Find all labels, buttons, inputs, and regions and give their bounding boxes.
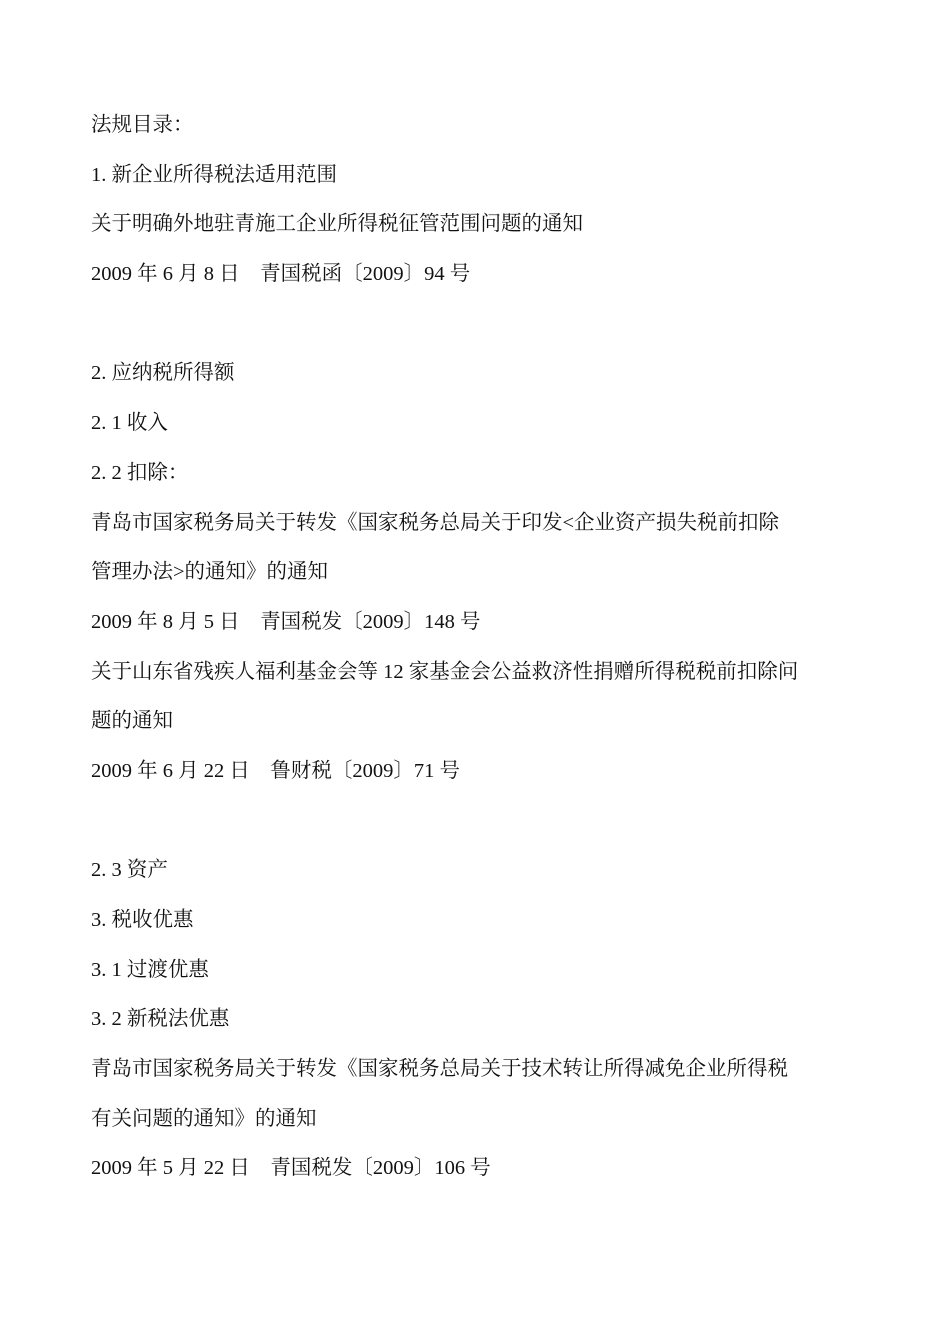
section-2-sub-3: 2. 3 资产 <box>91 859 168 882</box>
section-1-doc-1-date-ref: 2009 年 6 月 8 日 青国税函〔2009〕94 号 <box>91 263 471 286</box>
blank-line <box>91 300 871 350</box>
section-2-title: 2. 应纳税所得额 <box>91 362 235 385</box>
section-2-sub-1: 2. 1 收入 <box>91 412 168 435</box>
section-2-doc-2-title-line-2: 题的通知 <box>91 710 173 733</box>
section-3-doc-1-title-line-1: 青岛市国家税务局关于转发《国家税务总局关于技术转让所得减免企业所得税 <box>91 1058 788 1081</box>
section-3-doc-1-title-line-2: 有关问题的通知》的通知 <box>91 1107 317 1130</box>
blank-line <box>91 797 871 847</box>
section-3-sub-1: 3. 1 过渡优惠 <box>91 958 209 981</box>
section-3-title: 3. 税收优惠 <box>91 909 194 931</box>
section-3-doc-1-date-ref: 2009 年 5 月 22 日 青国税发〔2009〕106 号 <box>91 1157 491 1180</box>
document-heading: 法规目录： <box>91 114 194 136</box>
section-2-doc-1-title-line-2: 管理办法>的通知》的通知 <box>91 561 329 584</box>
document-page <box>91 101 871 1194</box>
section-1-doc-1-title: 关于明确外地驻青施工企业所得税征管范围问题的通知 <box>91 213 583 236</box>
section-2-doc-1-date-ref: 2009 年 8 月 5 日 青国税发〔2009〕148 号 <box>91 610 481 633</box>
section-3-sub-2: 3. 2 新税法优惠 <box>91 1008 230 1031</box>
section-2-doc-1-title-line-1: 青岛市国家税务局关于转发《国家税务总局关于印发<企业资产损失税前扣除 <box>91 511 780 534</box>
section-2-sub-2: 2. 2 扣除： <box>91 461 189 484</box>
section-2-doc-2-date-ref: 2009 年 6 月 22 日 鲁财税〔2009〕71 号 <box>91 759 460 782</box>
section-2-doc-2-title-line-1: 关于山东省残疾人福利基金会等 12 家基金会公益救济性捐赠所得税税前扣除问 <box>91 660 799 683</box>
section-1-title: 1. 新企业所得税法适用范围 <box>91 163 337 186</box>
